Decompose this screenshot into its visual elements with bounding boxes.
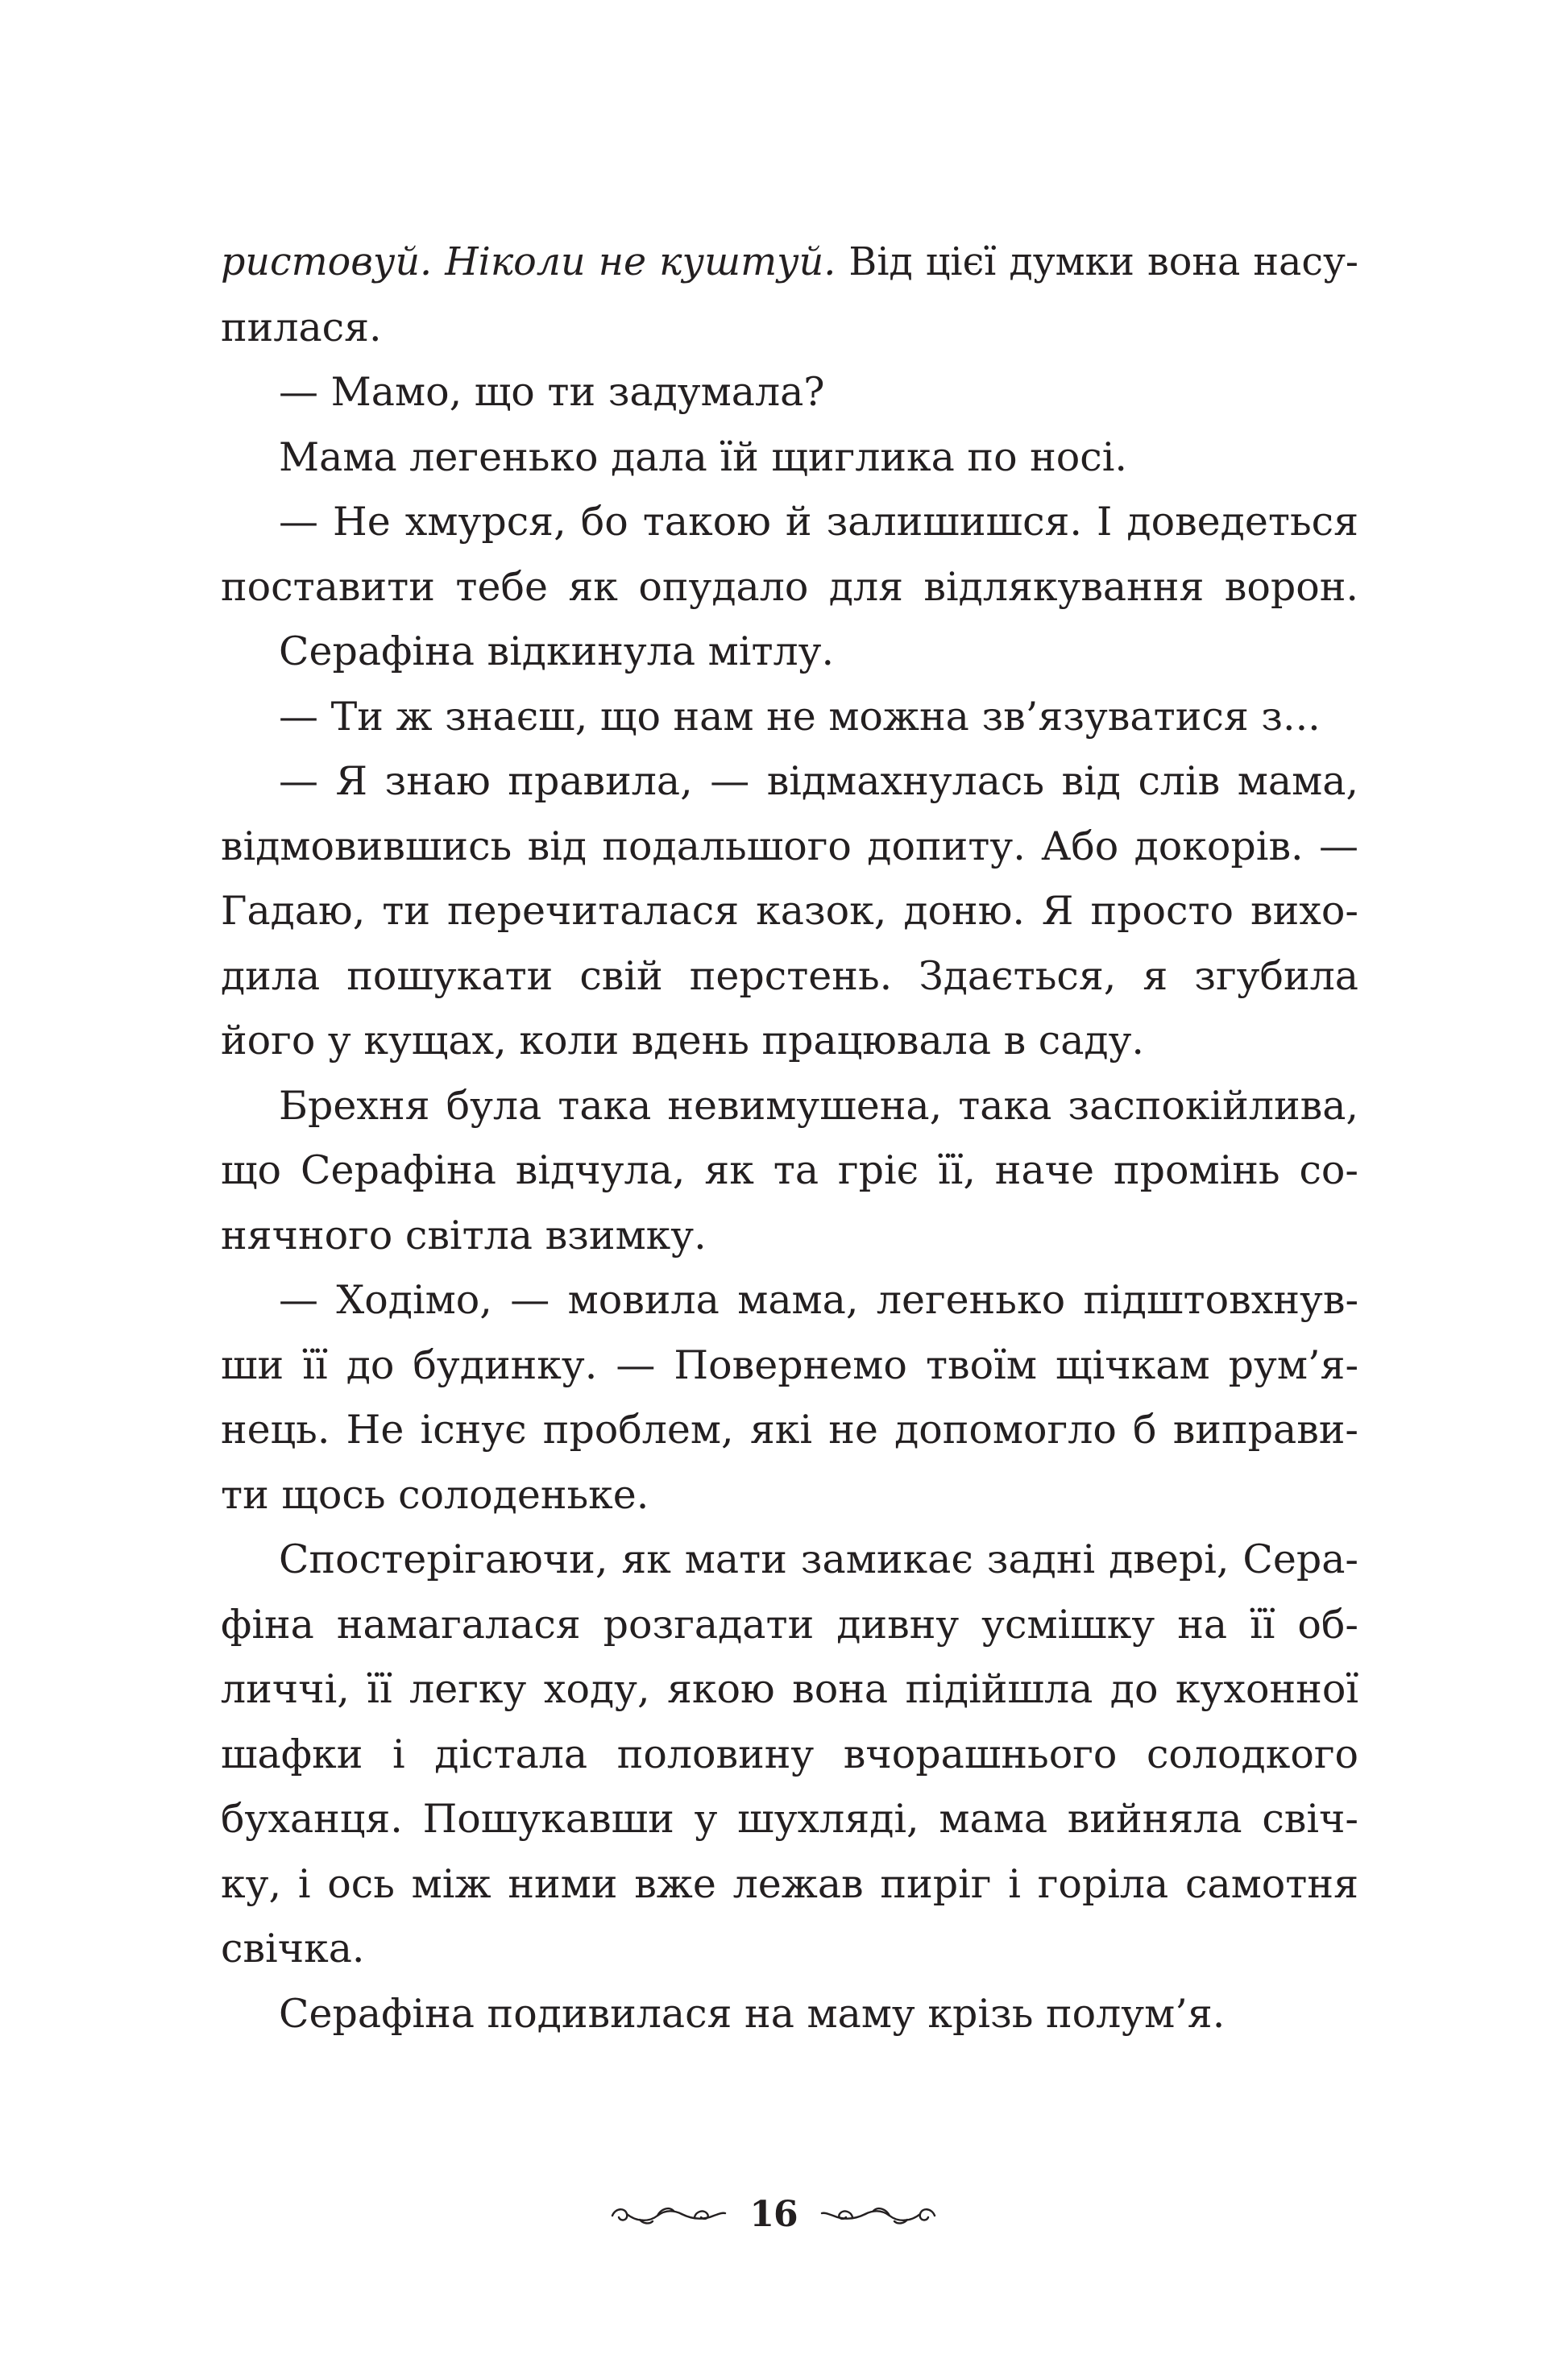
text-line (221, 1333, 1358, 1399)
line-text: — Не хмурся, бо такою й залишишся. І доведеться (279, 499, 1358, 545)
line-text: нець. Не існує проблем, які не допомогло б виправи- (221, 1407, 1358, 1453)
text-line (221, 555, 1358, 620)
line-text: Гадаю, ти перечиталася казок, доню. Я просто вихо- (221, 888, 1358, 934)
line-text: нячного світла взимку. (221, 1212, 707, 1258)
page-footer (0, 2182, 1547, 2246)
line-text: Від цієї думки вона насу- (836, 240, 1358, 284)
line-text: відмовившись від подальшого допиту. Або докорів. — (221, 823, 1358, 869)
flourish-right-icon (819, 2198, 939, 2230)
line-text: Серафіна подивилася на маму крізь полум’я. (279, 1990, 1226, 2037)
line-text: дила пошукати свій перстень. Здається, я згубила (221, 952, 1358, 999)
line-text: свічка. (221, 1926, 365, 1972)
line-text: фіна намагалася розгадати дивну усмішку на її об- (221, 1601, 1358, 1648)
text-line (221, 1074, 1358, 1139)
text-line (221, 1528, 1358, 1593)
line-text: — Ти ж знаєш, що нам не можна зв’язуватися з... (279, 693, 1321, 740)
book-page-body (221, 230, 1358, 2046)
line-text: Брехня була така невимушена, така заспокійлива, (279, 1082, 1358, 1129)
text-line (221, 620, 1358, 685)
line-text: — Мамо, що ти задумала? (279, 369, 825, 415)
line-text: його у кущах, коли вдень працювала в саду. (221, 1018, 1144, 1064)
text-line (221, 360, 1358, 425)
text-line (221, 425, 1358, 491)
page-number: 16 (749, 2193, 798, 2235)
text-line (221, 1723, 1358, 1788)
line-text: Спостерігаючи, як мати замикає задні двері, Сера- (279, 1536, 1358, 1582)
text-line (221, 1204, 1358, 1269)
text-line (221, 1268, 1358, 1333)
text-line (221, 490, 1358, 555)
flourish-left-icon (608, 2198, 728, 2230)
text-line (221, 1917, 1358, 1982)
text-line (221, 1982, 1358, 2047)
line-text: Мама легенько дала їй щиглика по носі. (279, 433, 1127, 480)
text-line (221, 944, 1358, 1010)
text-line (221, 1009, 1358, 1074)
line-text: ку, і ось між ними вже лежав пиріг і горіла самотня (221, 1860, 1358, 1907)
line-text: — Ходімо, — мовила мама, легенько підштовхнув- (279, 1277, 1358, 1323)
text-line (221, 1463, 1358, 1528)
line-text: що Серафіна відчула, як та гріє її, наче промінь со- (221, 1147, 1358, 1193)
text-line (221, 1593, 1358, 1658)
text-line (221, 815, 1358, 880)
line-text: Серафіна відкинула мітлу. (279, 628, 835, 674)
text-line (221, 1138, 1358, 1204)
line-text: шафки і дістала половину вчорашнього солодкого (221, 1731, 1358, 1777)
line-text: пилася. (221, 304, 382, 350)
text-line (221, 1787, 1358, 1852)
text-line (221, 296, 1358, 361)
text-line (221, 1398, 1358, 1463)
line-text: — Я знаю правила, — відмахнулась від слів мама, (279, 758, 1358, 804)
text-line (221, 1852, 1358, 1918)
line-text: ти щось солоденьке. (221, 1471, 649, 1518)
line-text: личчі, її легку ходу, якою вона підійшла до кухонної (221, 1666, 1358, 1712)
italic-text: ристовуй. Ніколи не куштуй. (221, 240, 836, 284)
text-line (221, 749, 1358, 815)
text-line (221, 230, 1358, 296)
text-line (221, 879, 1358, 944)
text-line (221, 685, 1358, 750)
text-line (221, 1657, 1358, 1723)
line-text: поставити тебе як опудало для відлякування ворон. (221, 563, 1358, 610)
line-text: ши її до будинку. — Повернемо твоїм щічкам рум’я- (221, 1341, 1358, 1388)
line-text: буханця. Пошукавши у шухляді, мама вийняла свіч- (221, 1796, 1358, 1842)
